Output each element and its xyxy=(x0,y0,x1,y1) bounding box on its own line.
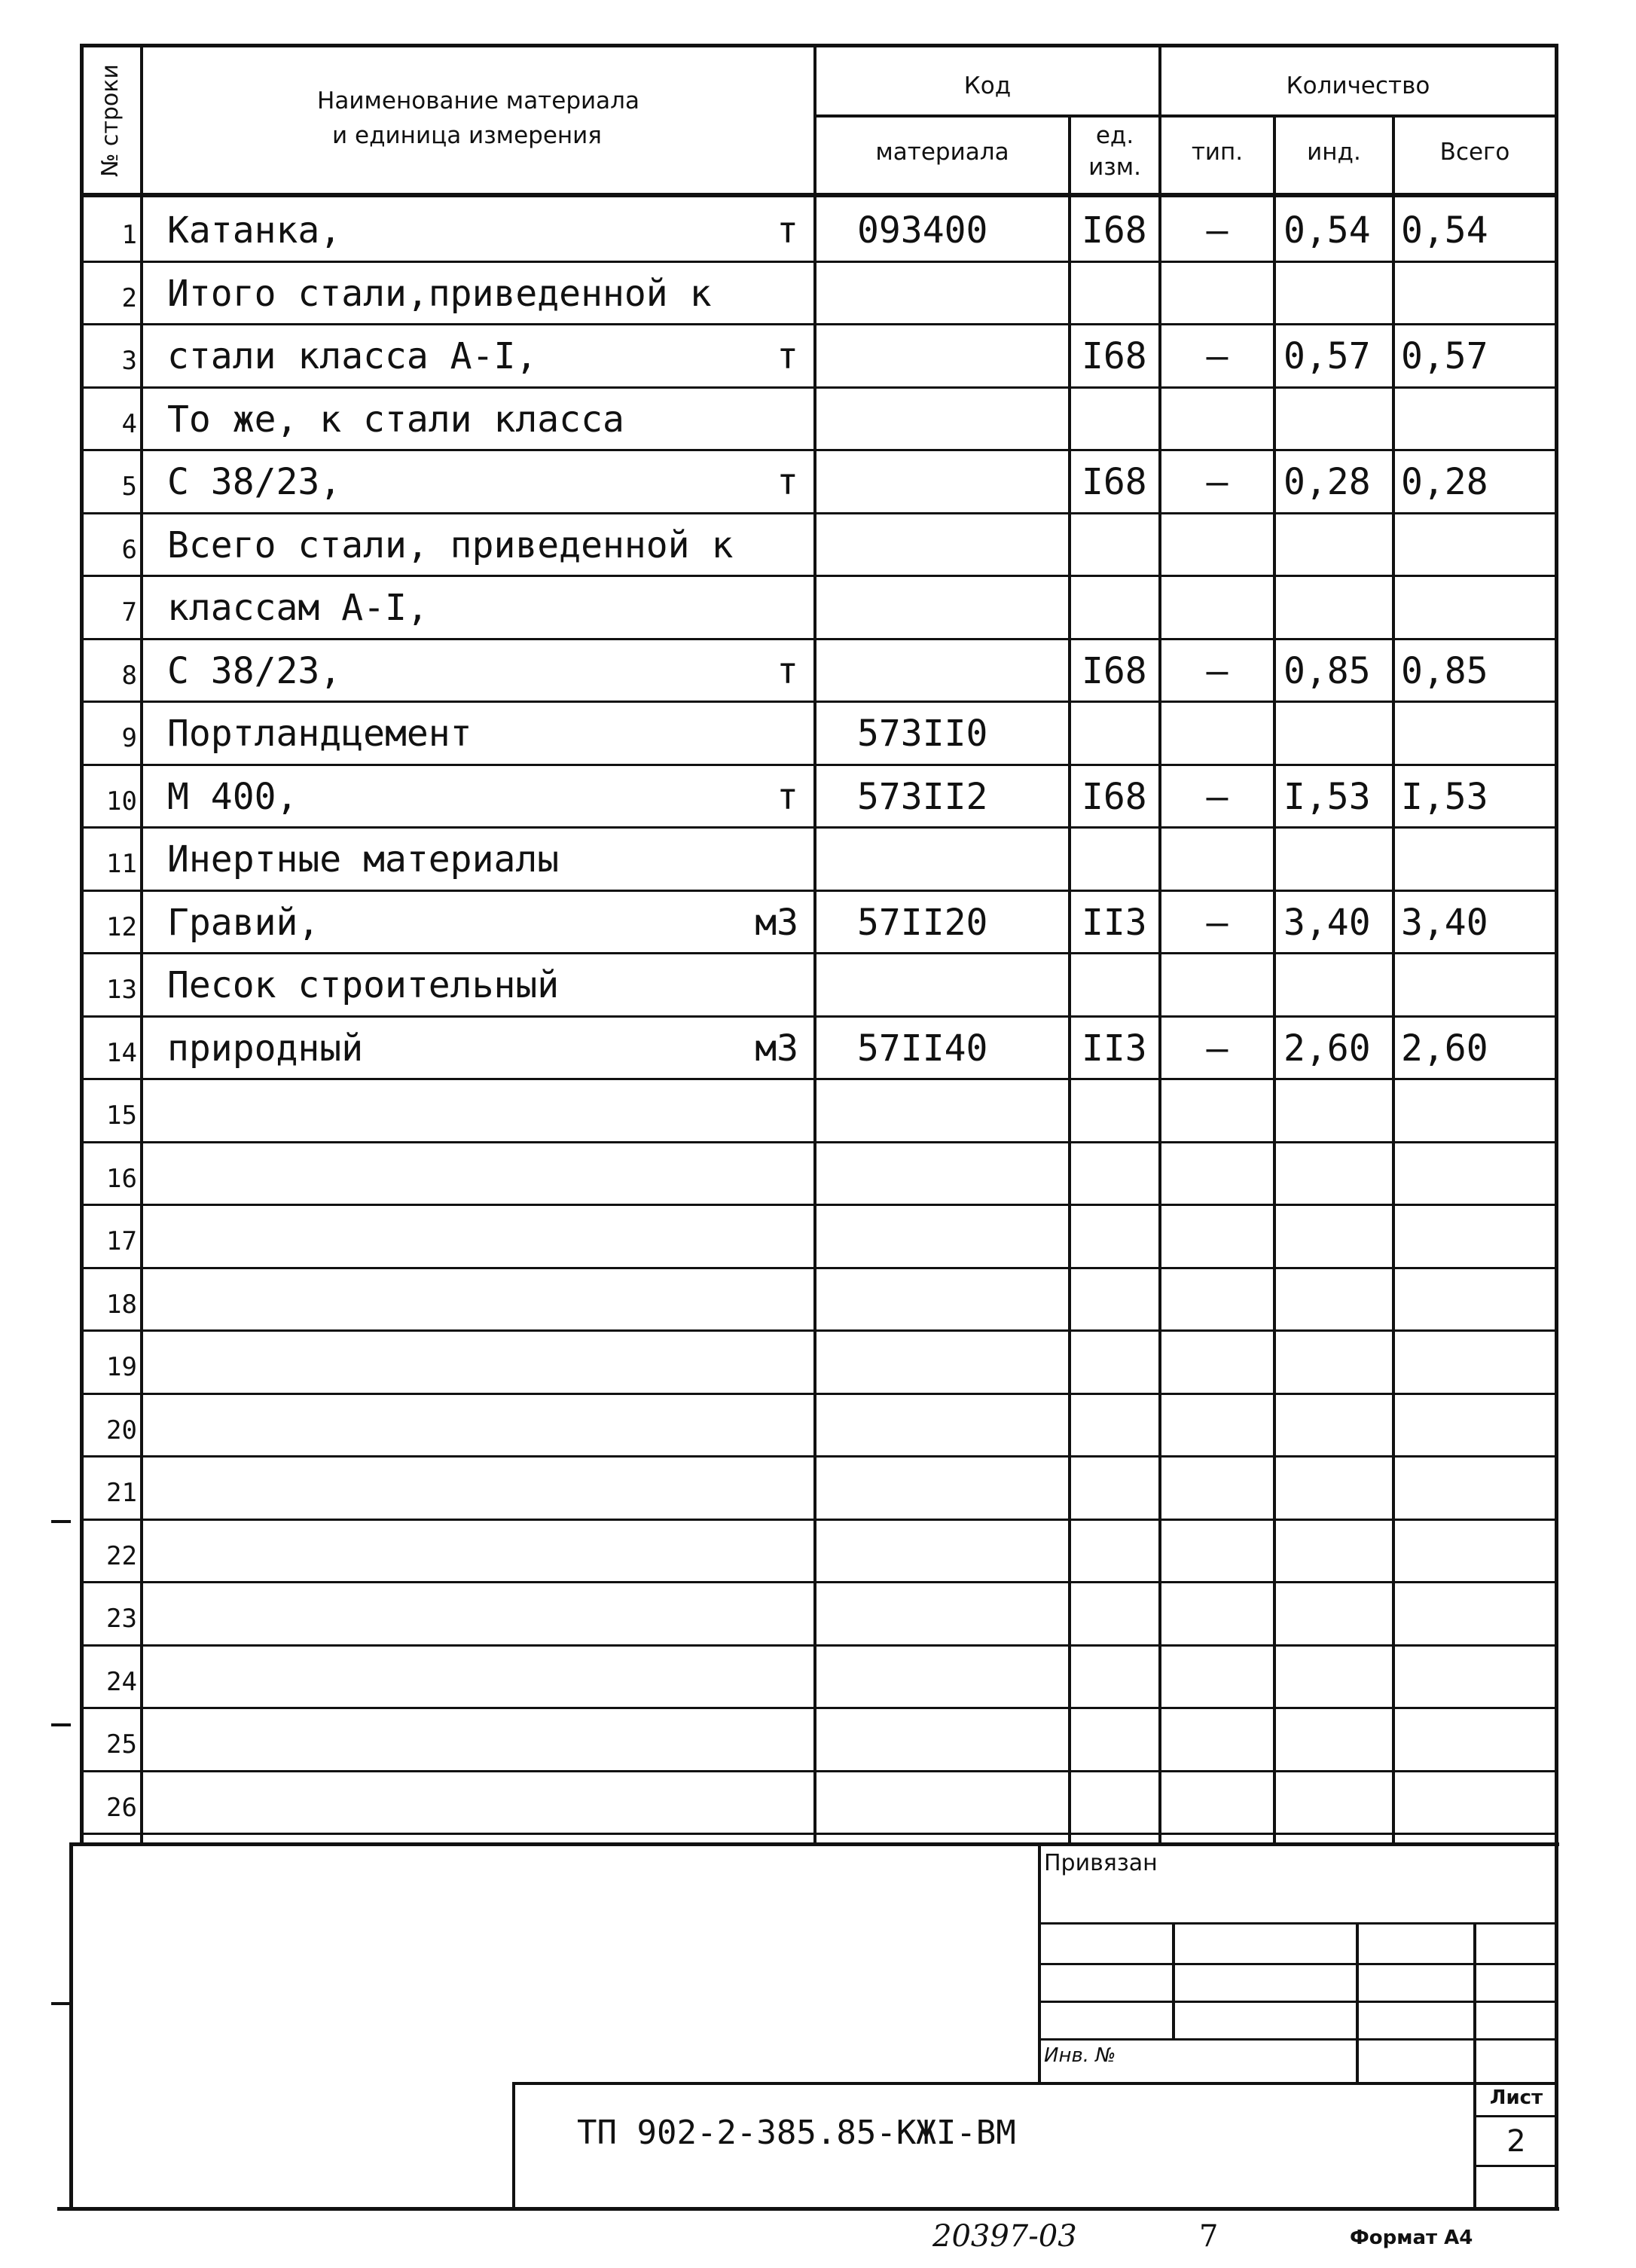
ind-value: 3,40 xyxy=(1283,902,1371,944)
row-divider xyxy=(80,1770,1558,1772)
row-divider xyxy=(80,1393,1558,1395)
material-name: С 38/23, xyxy=(167,650,342,692)
sheet-label: Лист xyxy=(1489,2086,1543,2109)
code-header: Код xyxy=(963,72,1012,99)
row-divider xyxy=(80,826,1558,829)
row-number-header: № строки xyxy=(97,64,124,177)
bound-label: Привязан xyxy=(1044,1850,1158,1876)
material-name: То же, к стали класса xyxy=(167,398,624,441)
material-name: Всего стали, приведенной к xyxy=(167,524,734,566)
measure-unit: т xyxy=(777,335,798,377)
material-name: М 400, xyxy=(167,776,298,818)
unit-code: I68 xyxy=(1082,209,1147,252)
row-divider xyxy=(80,575,1558,577)
material-code-header: материала xyxy=(875,139,1009,166)
row-divider xyxy=(80,1078,1558,1080)
total-value: 3,40 xyxy=(1401,902,1488,944)
row-number: 2 xyxy=(121,283,137,313)
total-value: 0,85 xyxy=(1401,650,1488,692)
unit-header-line2: изм. xyxy=(1088,154,1141,181)
row-number: 20 xyxy=(106,1415,137,1445)
measure-unit: т xyxy=(777,776,798,818)
unit-code: I68 xyxy=(1082,461,1147,503)
row-number: 26 xyxy=(106,1793,137,1823)
archive-number: 20397-03 xyxy=(932,2219,1077,2254)
row-number: 4 xyxy=(121,409,137,439)
material-name: Портландцемент xyxy=(167,713,472,755)
total-value: 0,57 xyxy=(1401,335,1488,377)
row-number: 16 xyxy=(106,1164,137,1194)
unit-code: I68 xyxy=(1082,776,1147,818)
unit-code: II3 xyxy=(1082,1027,1147,1070)
row-number: 14 xyxy=(106,1038,137,1068)
unit-code: I68 xyxy=(1082,335,1147,377)
row-number: 18 xyxy=(106,1290,137,1320)
total-header: Всего xyxy=(1439,139,1510,166)
measure-unit: т xyxy=(777,461,798,503)
row-number: 21 xyxy=(106,1478,137,1508)
total-value: I,53 xyxy=(1401,776,1488,818)
row-number: 7 xyxy=(121,597,137,627)
unit-code: II3 xyxy=(1082,902,1147,944)
material-name: стали класса А-I, xyxy=(167,335,538,377)
row-number: 6 xyxy=(121,535,137,565)
row-divider xyxy=(80,1455,1558,1458)
row-number: 8 xyxy=(121,661,137,691)
row-divider xyxy=(80,1141,1558,1143)
row-divider xyxy=(80,1644,1558,1647)
row-divider xyxy=(80,261,1558,263)
total-value: 0,54 xyxy=(1401,209,1488,252)
row-number: 12 xyxy=(106,912,137,942)
row-number: 24 xyxy=(106,1667,137,1697)
row-divider xyxy=(80,952,1558,954)
material-name: Инертные материалы xyxy=(167,838,560,881)
measure-unit: м3 xyxy=(755,902,798,944)
material-code: 093400 xyxy=(857,209,988,252)
unit-header-line1: ед. xyxy=(1095,122,1134,149)
row-divider xyxy=(80,701,1558,703)
sheet-number: 2 xyxy=(1506,2124,1526,2159)
row-number: 9 xyxy=(121,723,137,753)
inventory-number-label: Инв. № xyxy=(1044,2044,1116,2067)
row-divider xyxy=(80,512,1558,514)
name-header-line1: Наименование материала xyxy=(317,87,639,114)
material-code: 57II20 xyxy=(857,902,988,944)
total-value: 2,60 xyxy=(1401,1027,1488,1070)
row-divider xyxy=(80,1707,1558,1709)
row-divider xyxy=(80,449,1558,451)
typ-value: – xyxy=(1206,335,1229,377)
row-divider xyxy=(80,1015,1558,1018)
unit-code: I68 xyxy=(1082,650,1147,692)
row-number: 10 xyxy=(106,786,137,817)
row-number: 11 xyxy=(106,849,137,879)
row-divider xyxy=(80,764,1558,766)
row-number: 1 xyxy=(121,220,137,250)
material-code: 573II0 xyxy=(857,713,988,755)
ind-value: 0,54 xyxy=(1283,209,1371,252)
name-header-line2: и единица измерения xyxy=(332,122,602,149)
measure-unit: м3 xyxy=(755,1027,798,1070)
row-divider xyxy=(80,1267,1558,1269)
row-divider xyxy=(80,1833,1558,1835)
material-code: 57II40 xyxy=(857,1027,988,1070)
material-name: Катанка, xyxy=(167,209,342,252)
row-number: 15 xyxy=(106,1100,137,1131)
material-name: Гравий, xyxy=(167,902,320,944)
row-number: 3 xyxy=(121,346,137,376)
row-divider xyxy=(80,1519,1558,1521)
ind-value: I,53 xyxy=(1283,776,1371,818)
row-number: 17 xyxy=(106,1226,137,1256)
material-name: Итого стали,приведенной к xyxy=(167,273,712,315)
typ-value: – xyxy=(1206,650,1229,692)
typ-value: – xyxy=(1206,902,1229,944)
document-code: ТП 902-2-385.85-КЖI-ВМ xyxy=(577,2114,1016,2152)
ind-value: 0,28 xyxy=(1283,461,1371,503)
format-label: Формат А4 xyxy=(1350,2227,1473,2249)
row-number: 19 xyxy=(106,1352,137,1382)
typ-value: – xyxy=(1206,1027,1229,1070)
row-number: 5 xyxy=(121,472,137,502)
row-divider xyxy=(80,638,1558,640)
measure-unit: т xyxy=(777,209,798,252)
material-name: природный xyxy=(167,1027,364,1070)
ind-value: 2,60 xyxy=(1283,1027,1371,1070)
ind-value: 0,57 xyxy=(1283,335,1371,377)
row-divider xyxy=(80,1204,1558,1206)
ind-value: 0,85 xyxy=(1283,650,1371,692)
row-number: 22 xyxy=(106,1541,137,1571)
row-number: 23 xyxy=(106,1604,137,1634)
typ-header: тип. xyxy=(1191,139,1244,166)
typ-value: – xyxy=(1206,776,1229,818)
row-divider xyxy=(80,323,1558,325)
measure-unit: т xyxy=(777,650,798,692)
page-number: 7 xyxy=(1199,2219,1219,2254)
material-code: 573II2 xyxy=(857,776,988,818)
material-name: Песок строительный xyxy=(167,964,560,1006)
material-name: С 38/23, xyxy=(167,461,342,503)
quantity-header: Количество xyxy=(1286,72,1430,99)
ind-header: инд. xyxy=(1307,139,1361,166)
typ-value: – xyxy=(1206,461,1229,503)
row-divider xyxy=(80,386,1558,389)
total-value: 0,28 xyxy=(1401,461,1488,503)
typ-value: – xyxy=(1206,209,1229,252)
material-name: классам А-I, xyxy=(167,587,429,629)
row-divider xyxy=(80,1329,1558,1332)
row-divider xyxy=(80,1581,1558,1583)
row-number: 13 xyxy=(106,975,137,1005)
row-divider xyxy=(80,890,1558,892)
row-number: 25 xyxy=(106,1729,137,1760)
